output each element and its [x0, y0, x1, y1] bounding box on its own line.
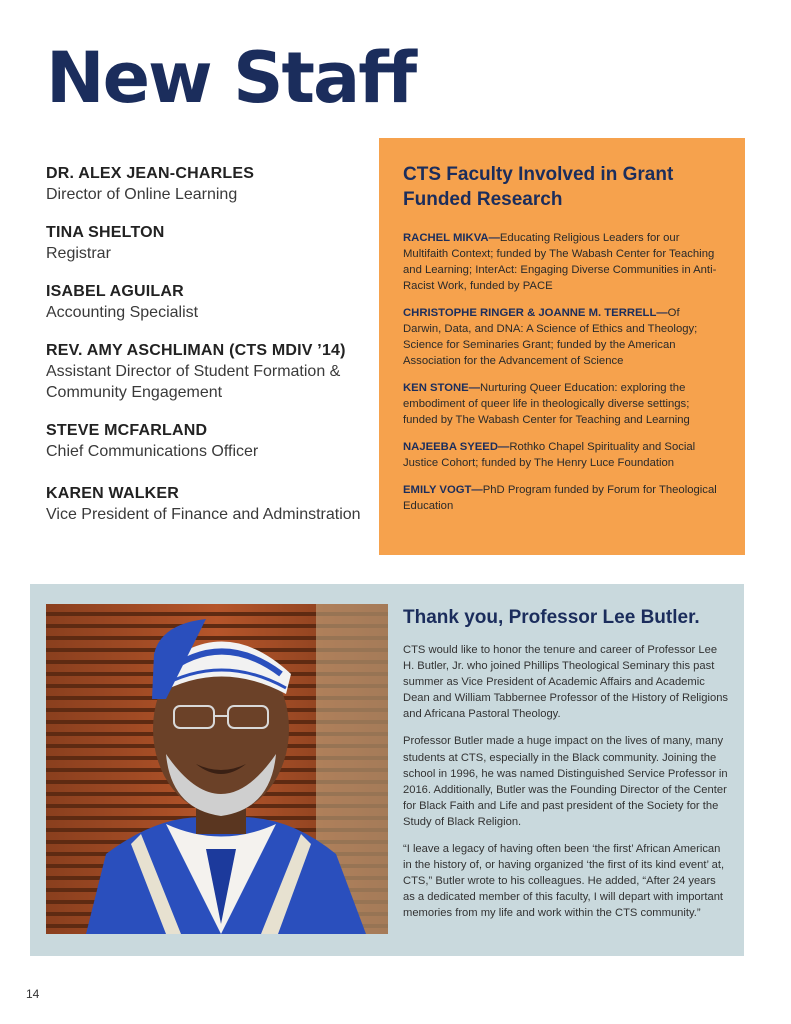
faculty-name: CHRISTOPHE RINGER & JOANNE M. TERRELL— — [403, 307, 668, 319]
faculty-name: RACHEL MIKVA— — [403, 232, 500, 244]
page-title: New Staff — [46, 37, 416, 119]
grant-entry — [403, 439, 721, 471]
tribute-paragraph: Professor Butler made a huge impact on the lives of many, many students at CTS, especially in the Black community. Joining the school in 1996, he was named Distinguished Service Professor in 2016. Additionally, Butler was the Founding Director of the Center for Black Faith and Life and past president of the Society for the Study of Black Religion. — [403, 735, 728, 828]
staff-role: Director of Online Learning — [46, 186, 238, 203]
grant-entry — [403, 230, 721, 294]
tribute-title: Thank you, Professor Lee Butler. — [403, 607, 700, 628]
tribute-quote-paragraph: “I leave a legacy of having often been ‘the first’ African American in the history of, or having organized ‘the first of its kind event’ at, CTS,” Butler wrote to his colleagues. He added, “After 24 years as a dedicated member of this faculty, I will depart with important memories from my life and work within the CTS community.” — [403, 843, 725, 920]
staff-entry — [46, 282, 376, 323]
faculty-name: KEN STONE— — [403, 382, 480, 394]
tribute-section — [30, 584, 744, 956]
tribute-paragraph: CTS would like to honor the tenure and career of Professor Lee H. Butler, Jr. who joined Phillips Theological Seminary this past summer as Vice President of Academic Affairs and Academic Dean and William Tabbernee Professor of the History of Religions and Africana Pastoral Theology. — [403, 644, 729, 721]
staff-entry — [46, 484, 376, 525]
staff-name: TINA SHELTON — [46, 224, 165, 241]
grant-description: PhD Program funded by Forum for Theological Education — [403, 484, 717, 512]
staff-role: Chief Communications Officer — [46, 443, 259, 460]
staff-entry — [46, 421, 376, 462]
professor-portrait-photo — [46, 604, 388, 934]
staff-entry — [46, 223, 376, 264]
tribute-text — [403, 606, 729, 933]
staff-entry — [46, 341, 376, 403]
page-number: 14 — [26, 987, 40, 1001]
grant-research-box — [379, 138, 745, 555]
staff-name: KAREN WALKER — [46, 485, 180, 502]
faculty-name: EMILY VOGT— — [403, 484, 483, 496]
new-staff-list — [46, 164, 376, 547]
staff-role: Accounting Specialist — [46, 304, 199, 321]
grant-entry — [403, 380, 721, 428]
grant-description: Rothko Chapel Spirituality and Social Justice Cohort; funded by The Henry Luce Foundation — [403, 441, 696, 469]
grant-description: Of Darwin, Data, and DNA: A Science of Ethics and Theology; Science for Seminaries Grant; funded by the American Association for the Advancement of Science — [403, 307, 698, 367]
staff-role: Vice President of Finance and Adminstration — [46, 506, 361, 523]
grant-entry — [403, 482, 721, 514]
grant-description: Educating Religious Leaders for our Multifaith Context; funded by The Wabash Center for Teaching and Learning; InterAct: Engaging Diverse Communities in Anti-Racist Work, funded by PACE — [403, 232, 717, 292]
grant-description: Nurturing Queer Education: exploring the embodiment of queer life in theologically diverse settings; funded by The Wabash Center for Teaching and Learning — [403, 382, 690, 426]
staff-name: STEVE MCFARLAND — [46, 422, 208, 439]
grant-box-title: CTS Faculty Involved in Grant Funded Research — [403, 164, 674, 210]
staff-name: REV. AMY ASCHLIMAN (CTS MDIV ’14) — [46, 342, 346, 359]
staff-role: Registrar — [46, 245, 111, 262]
staff-role: Assistant Director of Student Formation & Community Engagement — [46, 363, 341, 401]
staff-name: ISABEL AGUILAR — [46, 283, 184, 300]
staff-entry — [46, 164, 376, 205]
faculty-name: NAJEEBA SYEED— — [403, 441, 510, 453]
staff-name: DR. ALEX JEAN-CHARLES — [46, 165, 255, 182]
grant-entry — [403, 305, 721, 369]
